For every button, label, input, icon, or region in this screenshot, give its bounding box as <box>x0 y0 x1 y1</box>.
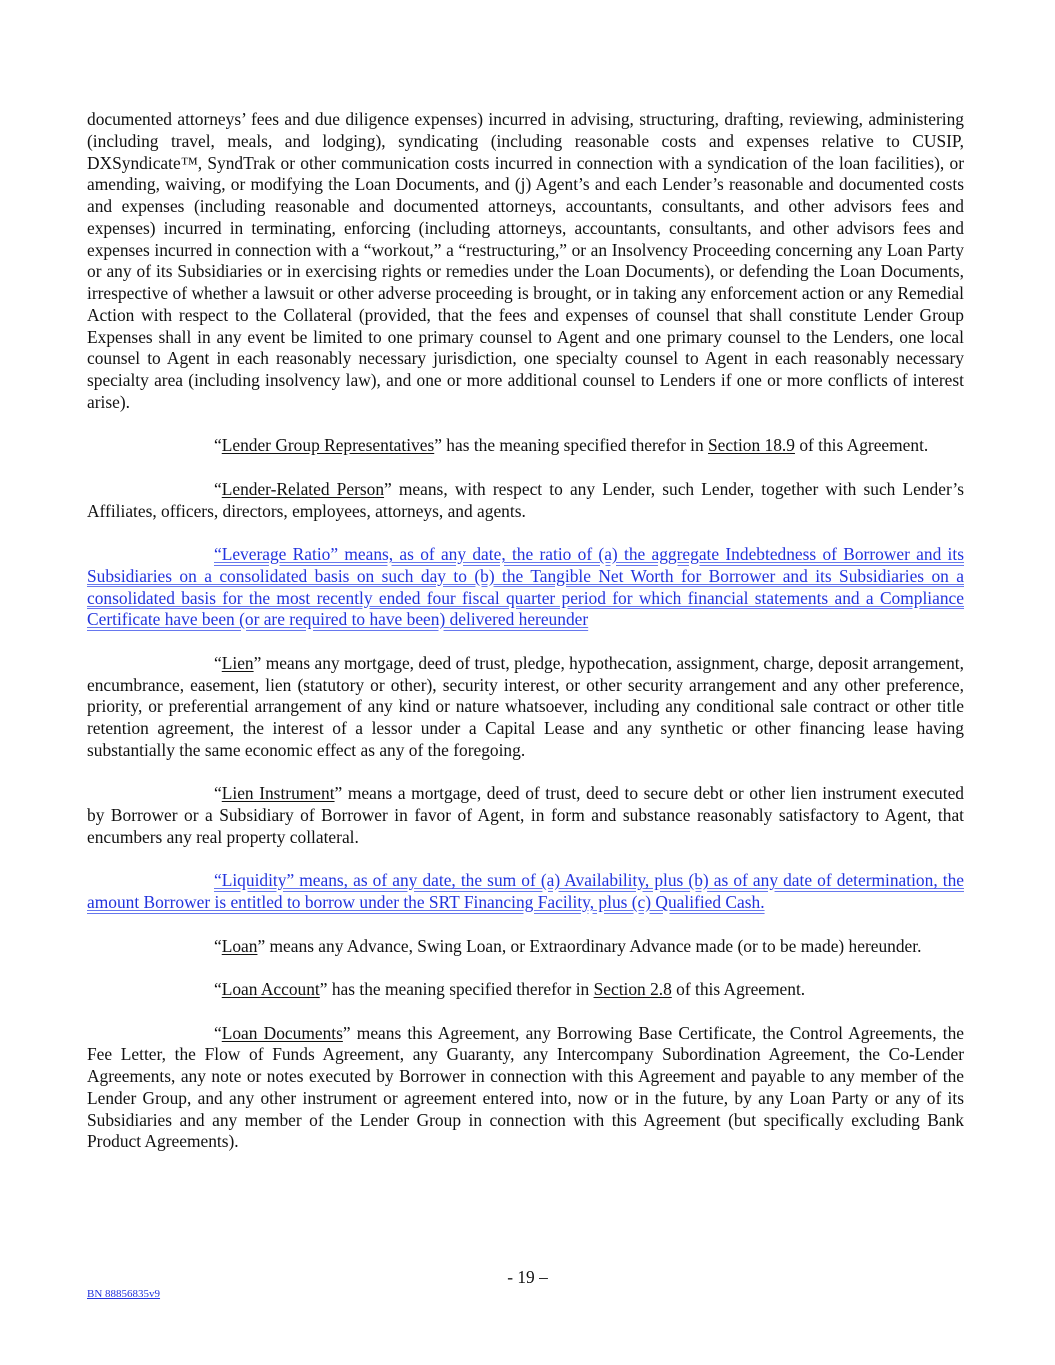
text-segment: “ <box>214 435 222 456</box>
definition-paragraph <box>87 435 964 457</box>
defined-term: Lien Instrument <box>221 783 335 804</box>
text-segment: ” has the meaning specified therefor in <box>434 435 709 456</box>
definition-paragraph <box>87 979 964 1001</box>
text-segment: “ <box>214 478 222 499</box>
text-segment: ” has the meaning specified therefor in <box>319 979 594 999</box>
text-segment: ” means, with respect to any Lender, such Lender, together with such Lender’s Affiliates, officers, directors, employees, attorneys, and agents. <box>87 478 964 521</box>
definition-paragraph <box>87 653 964 762</box>
text-segment: ” means this Agreement, any Borrowing Base Certificate, the Control Agreements, the Fee Letter, the Flow of Funds Agreement, any Guaranty, any Intercompany Subordination Agreement, the Co-Lender Agreements, any note or notes executed by Borrower in connection with this Agreement and payable to any member of the Lender Group, and any other instrument or agreement entered into, now or in the future, by any Loan Party or any of its Subsidiaries and any member of the Lender Group in connection with this Agreement (but specifically excluding Bank Product Agreements). <box>87 1022 964 1152</box>
defined-term: Lien <box>221 652 254 673</box>
text-segment: “ <box>214 783 222 804</box>
text-segment: “ <box>214 979 222 999</box>
definition-paragraph <box>87 544 964 631</box>
text-segment: of this Agreement. <box>794 435 929 456</box>
inserted-text: “Leverage Ratio” means, as of any date, the ratio of (a) the aggregate Indebtedness of Borrower and its Subsidiaries on a consolidated basis on such day to (b) the Tangible Net Worth for Borrower and its Subsidiaries on a consolidated basis for the most recently ended four fiscal quarter period for which financial statements and a Compliance Certificate have been (or are required to have been) delivered hereunder <box>87 544 964 630</box>
document-id: BN 88856835v9 <box>87 1288 161 1300</box>
text-segment: “ <box>214 1022 222 1043</box>
text-segment: “ <box>214 652 222 673</box>
document-body <box>87 109 964 1175</box>
defined-term: Loan Account <box>221 979 320 999</box>
defined-term: Section 18.9 <box>708 435 795 456</box>
defined-term: Lender Group Representatives <box>221 435 435 456</box>
definition-paragraph <box>87 479 964 523</box>
page-number: - 19 – <box>507 1267 548 1287</box>
text-segment: ” means any Advance, Swing Loan, or Extraordinary Advance made (or to be made) hereunder. <box>257 935 922 956</box>
definition-paragraph <box>87 109 964 414</box>
definition-paragraph <box>87 870 964 914</box>
defined-term: Loan Documents <box>221 1022 343 1043</box>
defined-term: Loan <box>221 935 258 956</box>
definition-paragraph <box>87 1023 964 1154</box>
text-segment: “ <box>214 935 222 956</box>
inserted-text: “Liquidity” means, as of any date, the sum of (a) Availability, plus (b) as of any date of determination, the amount Borrower is entitled to borrow under the SRT Financing Facility, plus (c) Qualified Cash. <box>87 870 964 912</box>
definition-paragraph <box>87 936 964 958</box>
text-segment: ” means any mortgage, deed of trust, pledge, hypothecation, assignment, charge, deposit arrangement, encumbrance, easement, lien (statutory or other), security interest, or other security arrangement and any other preference, priority, or preferential arrangement of any kind or nature whatsoever, including any conditional sale contract or other title retention agreement, the interest of a lessor under a Capital Lease and any synthetic or other financing lease having substantially the same economic effect as any of the foregoing. <box>87 652 964 760</box>
text-segment: ” means a mortgage, deed of trust, deed to secure debt or other lien instrument executed by Borrower or a Subsidiary of Borrower in favor of Agent, in form and substance reasonably satisfactory to Agent, that encumbers any real property collateral. <box>87 783 964 847</box>
defined-term: Lender-Related Person <box>221 478 385 499</box>
text-segment: documented attorneys’ fees and due diligence expenses) incurred in advising, structuring, drafting, reviewing, administering (including travel, meals, and lodging), syndicating (including reasonable costs and expenses relative to CUSIP, DXSyndicate™, SyndTrak or other communication costs incurred in connection with a syndication of the loan facilities), or amending, waiving, or modifying the Loan Documents, and (j) Agent’s and each Lender’s reasonable and documented costs and expenses (including reasonable and documented attorneys, accountants, consultants, and other advisors fees and expenses) incurred in terminating, enforcing (including attorneys, accountants, consultants, and other advisors fees and expenses incurred in connection with a “workout,” a “restructuring,” or an Insolvency Proceeding concerning any Loan Party or any of its Subsidiaries or in exercising rights or remedies under the Loan Documents), or defending the Loan Documents, irrespective of whether a lawsuit or other adverse proceeding is brought, or in taking any enforcement action or any Remedial Action with respect to the Collateral (provided, that the fees and expenses of counsel that shall constitute Lender Group Expenses shall in any event be limited to one primary counsel to Agent and one primary counsel to the Lenders, one local counsel to Agent in each reasonably necessary jurisdiction, one specialty counsel to Agent in each reasonably necessary specialty area (including insolvency law), and one or more additional counsel to Lenders if one or more conflicts of interest arise). <box>87 109 964 412</box>
definition-paragraph <box>87 783 964 848</box>
defined-term: Section 2.8 <box>593 979 672 999</box>
text-segment: of this Agreement. <box>671 979 806 999</box>
